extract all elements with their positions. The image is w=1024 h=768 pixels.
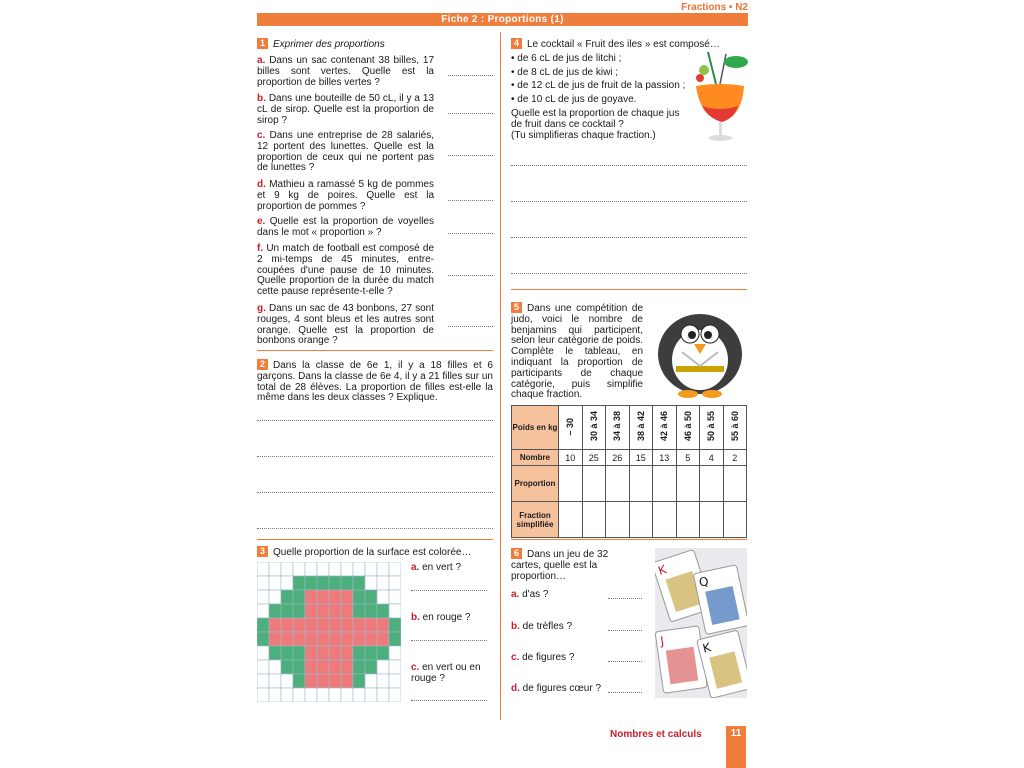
grid-cell bbox=[353, 632, 365, 646]
grid-cell bbox=[317, 576, 329, 590]
grid-cell bbox=[329, 562, 341, 576]
grid-cell bbox=[365, 660, 377, 674]
ex1-number: 1 bbox=[257, 38, 268, 49]
grid-cell bbox=[341, 604, 353, 618]
table-input-cell[interactable] bbox=[676, 502, 700, 538]
grid-cell bbox=[377, 562, 389, 576]
grid-cell bbox=[305, 688, 317, 702]
answer-line[interactable] bbox=[448, 200, 493, 201]
grid-cell bbox=[353, 660, 365, 674]
grid-cell bbox=[257, 576, 269, 590]
answer-line[interactable] bbox=[608, 630, 642, 631]
answer-line[interactable] bbox=[411, 700, 487, 701]
table-row bbox=[512, 406, 747, 450]
ex1-item-a: a. Dans un sac contenant 38 billes, 17 billes sont vertes. Quelle est la proportion de billes vertes ? bbox=[257, 55, 434, 88]
answer-line[interactable] bbox=[257, 420, 493, 421]
grid-cell bbox=[389, 562, 401, 576]
grid-cell bbox=[293, 632, 305, 646]
table-input-cell[interactable] bbox=[606, 502, 630, 538]
grid-cell bbox=[281, 688, 293, 702]
grid-cell bbox=[377, 688, 389, 702]
grid-cell bbox=[365, 590, 377, 604]
grid-cell bbox=[293, 590, 305, 604]
answer-line[interactable] bbox=[411, 640, 487, 641]
grid-cell bbox=[269, 618, 281, 632]
ex4-intro: 4 Le cocktail « Fruit des iles » est composé… bbox=[511, 38, 747, 51]
table-cell: 26 bbox=[606, 450, 630, 466]
grid-cell bbox=[389, 674, 401, 688]
table-header-cell: 38 à 42 bbox=[629, 406, 653, 450]
grid-cell bbox=[341, 618, 353, 632]
grid-cell bbox=[329, 604, 341, 618]
grid-cell bbox=[269, 576, 281, 590]
answer-line[interactable] bbox=[608, 661, 642, 662]
grid-cell bbox=[269, 660, 281, 674]
grid-cell bbox=[257, 590, 269, 604]
answer-line[interactable] bbox=[257, 528, 493, 529]
table-cell: 4 bbox=[700, 450, 724, 466]
grid-cell bbox=[293, 604, 305, 618]
grid-cell bbox=[329, 632, 341, 646]
grid-cell bbox=[353, 590, 365, 604]
ex6-question-a: a. d'as ? bbox=[511, 589, 549, 600]
answer-line[interactable] bbox=[608, 598, 642, 599]
table-input-cell[interactable] bbox=[653, 502, 677, 538]
section-separator bbox=[257, 539, 493, 540]
grid-cell bbox=[317, 618, 329, 632]
ex5-statement: 5 Dans une compétition de judo, voici le nombre de benjamins qui participent, selon leur catégorie de poids. Complète le tableau, en indiquant la proportion de participants de chaque catégorie, puis simplifie chaque fraction. bbox=[511, 302, 643, 401]
ex2-number: 2 bbox=[257, 359, 268, 370]
table-row bbox=[512, 466, 747, 502]
grid-cell bbox=[305, 562, 317, 576]
table-row bbox=[512, 450, 747, 466]
penguin-judoka-illustration bbox=[652, 304, 748, 400]
ex4-question: Quelle est la proportion de chaque jus de fruit dans ce cocktail ? (Tu simplifieras chaque fraction.) bbox=[511, 108, 680, 141]
table-input-cell[interactable] bbox=[700, 466, 724, 502]
grid-cell bbox=[365, 562, 377, 576]
row-header-count: Nombre bbox=[512, 450, 559, 466]
grid-cell bbox=[353, 674, 365, 688]
grid-cell bbox=[281, 590, 293, 604]
grid-cell bbox=[293, 576, 305, 590]
grid-cell bbox=[317, 674, 329, 688]
answer-line[interactable] bbox=[448, 155, 493, 156]
judo-table bbox=[511, 405, 747, 538]
answer-line[interactable] bbox=[257, 492, 493, 493]
grid-cell bbox=[305, 660, 317, 674]
page-number: 11 bbox=[726, 726, 746, 768]
grid-cell bbox=[329, 646, 341, 660]
table-header-cell: 46 à 50 bbox=[676, 406, 700, 450]
grid-cell bbox=[377, 660, 389, 674]
grid-cell bbox=[389, 646, 401, 660]
grid-cell bbox=[365, 576, 377, 590]
table-header-cell: 30 à 34 bbox=[582, 406, 606, 450]
answer-line[interactable] bbox=[511, 273, 747, 274]
grid-cell bbox=[341, 576, 353, 590]
row-header-fraction: Fraction simplifiée bbox=[512, 502, 559, 538]
grid-cell bbox=[269, 646, 281, 660]
ex6-question-d: d. de figures cœur ? bbox=[511, 683, 602, 694]
answer-line[interactable] bbox=[448, 275, 493, 276]
table-input-cell[interactable] bbox=[606, 466, 630, 502]
grid-cell bbox=[281, 632, 293, 646]
svg-text:J: J bbox=[659, 633, 665, 649]
grid-cell bbox=[377, 674, 389, 688]
playing-cards-photo bbox=[655, 548, 747, 698]
grid-cell bbox=[329, 674, 341, 688]
answer-line[interactable] bbox=[608, 692, 642, 693]
grid-cell bbox=[389, 660, 401, 674]
row-header-weight: Poids en kg bbox=[512, 406, 559, 450]
row-header-proportion: Proportion bbox=[512, 466, 559, 502]
grid-cell bbox=[305, 646, 317, 660]
cocktail-illustration bbox=[690, 48, 750, 146]
grid-cell bbox=[293, 618, 305, 632]
ex3-heading: 3 Quelle proportion de la surface est colorée… bbox=[257, 546, 497, 559]
table-cell: 13 bbox=[653, 450, 677, 466]
grid-cell bbox=[257, 604, 269, 618]
grid-cell bbox=[281, 674, 293, 688]
ex6-number: 6 bbox=[511, 548, 522, 559]
table-input-cell[interactable] bbox=[582, 466, 606, 502]
grid-cell bbox=[365, 632, 377, 646]
grid-cell bbox=[329, 618, 341, 632]
column-divider bbox=[500, 32, 501, 720]
grid-cell bbox=[257, 674, 269, 688]
grid-cell bbox=[341, 590, 353, 604]
grid-cell bbox=[389, 632, 401, 646]
ex6-intro: 6 Dans un jeu de 32 cartes, quelle est la proportion… bbox=[511, 548, 609, 582]
table-input-cell[interactable] bbox=[723, 466, 747, 502]
grid-cell bbox=[305, 576, 317, 590]
ex1-item-b: b. Dans une bouteille de 50 cL, il y a 13 cL de sirop. Quelle est la proportion de sirop ? bbox=[257, 93, 435, 126]
ex6-question-c: c. de figures ? bbox=[511, 652, 575, 663]
grid-cell bbox=[293, 660, 305, 674]
grid-cell bbox=[353, 646, 365, 660]
answer-line[interactable] bbox=[448, 113, 493, 114]
grid-cell bbox=[317, 688, 329, 702]
grid-cell bbox=[305, 604, 317, 618]
table-input-cell[interactable] bbox=[582, 502, 606, 538]
svg-text:K: K bbox=[656, 562, 669, 579]
grid-cell bbox=[281, 646, 293, 660]
grid-cell bbox=[293, 562, 305, 576]
ex1-item-d: d. Mathieu a ramassé 5 kg de pommes et 9 kg de poires. Quelle est la proportion de pommes ? bbox=[257, 179, 434, 212]
grid-cell bbox=[317, 660, 329, 674]
grid-cell bbox=[293, 688, 305, 702]
grid-cell bbox=[377, 576, 389, 590]
grid-cell bbox=[329, 688, 341, 702]
grid-cell bbox=[269, 590, 281, 604]
grid-cell bbox=[329, 576, 341, 590]
ex1-item-g: g. Dans un sac de 43 bonbons, 27 sont rouges, 4 sont bleus et les autres sont orange. Quelle est la proportion de bonbons orange ? bbox=[257, 303, 434, 347]
grid-cell bbox=[353, 576, 365, 590]
grid-cell bbox=[353, 688, 365, 702]
ex4-number: 4 bbox=[511, 38, 522, 49]
table-input-cell[interactable] bbox=[559, 466, 583, 502]
grid-cell bbox=[269, 562, 281, 576]
grid-cell bbox=[257, 688, 269, 702]
ex1-item-f: f. Un match de football est composé de 2 mi-temps de 45 minutes, entre-coupées d'une pause de 10 minutes. Quelle proportion de la durée du match cette pause représente-t-elle ? bbox=[257, 243, 435, 298]
table-row bbox=[512, 502, 747, 538]
grid-cell bbox=[389, 618, 401, 632]
grid-cell bbox=[341, 674, 353, 688]
answer-line[interactable] bbox=[511, 237, 747, 238]
table-cell: 5 bbox=[676, 450, 700, 466]
footer-section: Nombres et calculs bbox=[610, 729, 702, 740]
grid-cell bbox=[281, 576, 293, 590]
grid-cell bbox=[317, 632, 329, 646]
grid-cell bbox=[281, 660, 293, 674]
grid-cell bbox=[257, 562, 269, 576]
grid-cell bbox=[365, 688, 377, 702]
table-cell: 2 bbox=[723, 450, 747, 466]
grid-cell bbox=[389, 604, 401, 618]
grid-cell bbox=[305, 590, 317, 604]
page-title: Fiche 2 : Proportions (1) bbox=[257, 13, 748, 26]
grid-cell bbox=[353, 604, 365, 618]
table-input-cell[interactable] bbox=[559, 502, 583, 538]
answer-line[interactable] bbox=[411, 590, 487, 591]
table-header-cell: 34 à 38 bbox=[606, 406, 630, 450]
grid-cell bbox=[353, 562, 365, 576]
grid-cell bbox=[341, 562, 353, 576]
grid-cell bbox=[305, 618, 317, 632]
ex1-item-c: c. Dans une entreprise de 28 salariés, 12 portent des lunettes. Quelle est la proportion de ceux qui ne portent pas de lunettes ? bbox=[257, 130, 435, 174]
grid-cell bbox=[269, 604, 281, 618]
grid-cell bbox=[377, 604, 389, 618]
grid-cell bbox=[293, 646, 305, 660]
grid-cell bbox=[281, 618, 293, 632]
ex1-item-e: e. Quelle est la proportion de voyelles dans le mot « proportion » ? bbox=[257, 216, 434, 238]
table-input-cell[interactable] bbox=[629, 466, 653, 502]
table-input-cell[interactable] bbox=[653, 466, 677, 502]
answer-line[interactable] bbox=[511, 201, 747, 202]
table-header-cell: 55 à 60 bbox=[723, 406, 747, 450]
grid-cell bbox=[341, 646, 353, 660]
table-input-cell[interactable] bbox=[629, 502, 653, 538]
grid-cell bbox=[377, 618, 389, 632]
grid-cell bbox=[317, 590, 329, 604]
grid-cell bbox=[377, 632, 389, 646]
grid-cell bbox=[269, 688, 281, 702]
grid-cell bbox=[317, 604, 329, 618]
table-header-cell: – 30 bbox=[559, 406, 583, 450]
section-separator bbox=[511, 539, 747, 540]
grid-cell bbox=[389, 590, 401, 604]
grid-cell bbox=[257, 646, 269, 660]
answer-line[interactable] bbox=[257, 456, 493, 457]
answer-line[interactable] bbox=[448, 75, 493, 76]
ex5-number: 5 bbox=[511, 302, 522, 313]
answer-line[interactable] bbox=[511, 165, 747, 166]
grid-cell bbox=[353, 618, 365, 632]
grid-cell bbox=[365, 646, 377, 660]
svg-text:Q: Q bbox=[697, 574, 710, 590]
table-cell: 15 bbox=[629, 450, 653, 466]
grid-cell bbox=[341, 660, 353, 674]
colored-grid-figure bbox=[257, 562, 401, 702]
section-separator bbox=[257, 350, 493, 351]
grid-cell bbox=[377, 646, 389, 660]
table-input-cell[interactable] bbox=[700, 502, 724, 538]
grid-cell bbox=[389, 576, 401, 590]
grid-cell bbox=[305, 632, 317, 646]
ex4-ingredients: • de 6 cL de jus de litchi ; • de 8 cL de jus de kiwi ; • de 12 cL de jus de fruit de la passion ; • de 10 cL de jus de goyave. bbox=[511, 53, 686, 105]
grid-cell bbox=[257, 660, 269, 674]
ex6-question-b: b. de trèfles ? bbox=[511, 621, 573, 632]
section-separator bbox=[511, 289, 747, 290]
chapter-label: Fractions • N2 bbox=[681, 2, 748, 13]
grid-cell bbox=[281, 604, 293, 618]
ex3-question-a: a. en vert ? bbox=[411, 562, 462, 573]
table-cell: 10 bbox=[559, 450, 583, 466]
ex3-question-b: b. en rouge ? bbox=[411, 612, 471, 623]
answer-line[interactable] bbox=[448, 326, 493, 327]
grid-cell bbox=[329, 660, 341, 674]
table-cell: 25 bbox=[582, 450, 606, 466]
grid-cell bbox=[269, 674, 281, 688]
ex3-question-c: c. en vert ou en rouge ? bbox=[411, 662, 481, 684]
svg-text:K: K bbox=[701, 640, 713, 656]
table-input-cell[interactable] bbox=[723, 502, 747, 538]
grid-cell bbox=[329, 590, 341, 604]
grid-cell bbox=[341, 632, 353, 646]
table-header-cell: 42 à 46 bbox=[653, 406, 677, 450]
grid-cell bbox=[365, 604, 377, 618]
table-header-cell: 50 à 55 bbox=[700, 406, 724, 450]
grid-cell bbox=[317, 646, 329, 660]
answer-line[interactable] bbox=[448, 233, 493, 234]
grid-cell bbox=[257, 632, 269, 646]
grid-cell bbox=[257, 618, 269, 632]
grid-cell bbox=[305, 674, 317, 688]
ex1-heading bbox=[257, 38, 385, 51]
ex1-title: Exprimer des proportions bbox=[273, 39, 385, 50]
grid-cell bbox=[281, 562, 293, 576]
grid-cell bbox=[365, 674, 377, 688]
grid-cell bbox=[389, 688, 401, 702]
grid-cell bbox=[341, 688, 353, 702]
grid-cell bbox=[317, 562, 329, 576]
grid-cell bbox=[293, 674, 305, 688]
table-input-cell[interactable] bbox=[676, 466, 700, 502]
ex3-number: 3 bbox=[257, 546, 268, 557]
grid-cell bbox=[365, 618, 377, 632]
grid-cell bbox=[377, 590, 389, 604]
grid-cell bbox=[269, 632, 281, 646]
ex2-statement: 2 Dans la classe de 6e 1, il y a 18 filles et 6 garçons. Dans la classe de 6e 4, il y a 21 filles sur un total de 28 élèves. La proportion de filles est-elle la même dans les deux classes ? Explique. bbox=[257, 359, 493, 404]
